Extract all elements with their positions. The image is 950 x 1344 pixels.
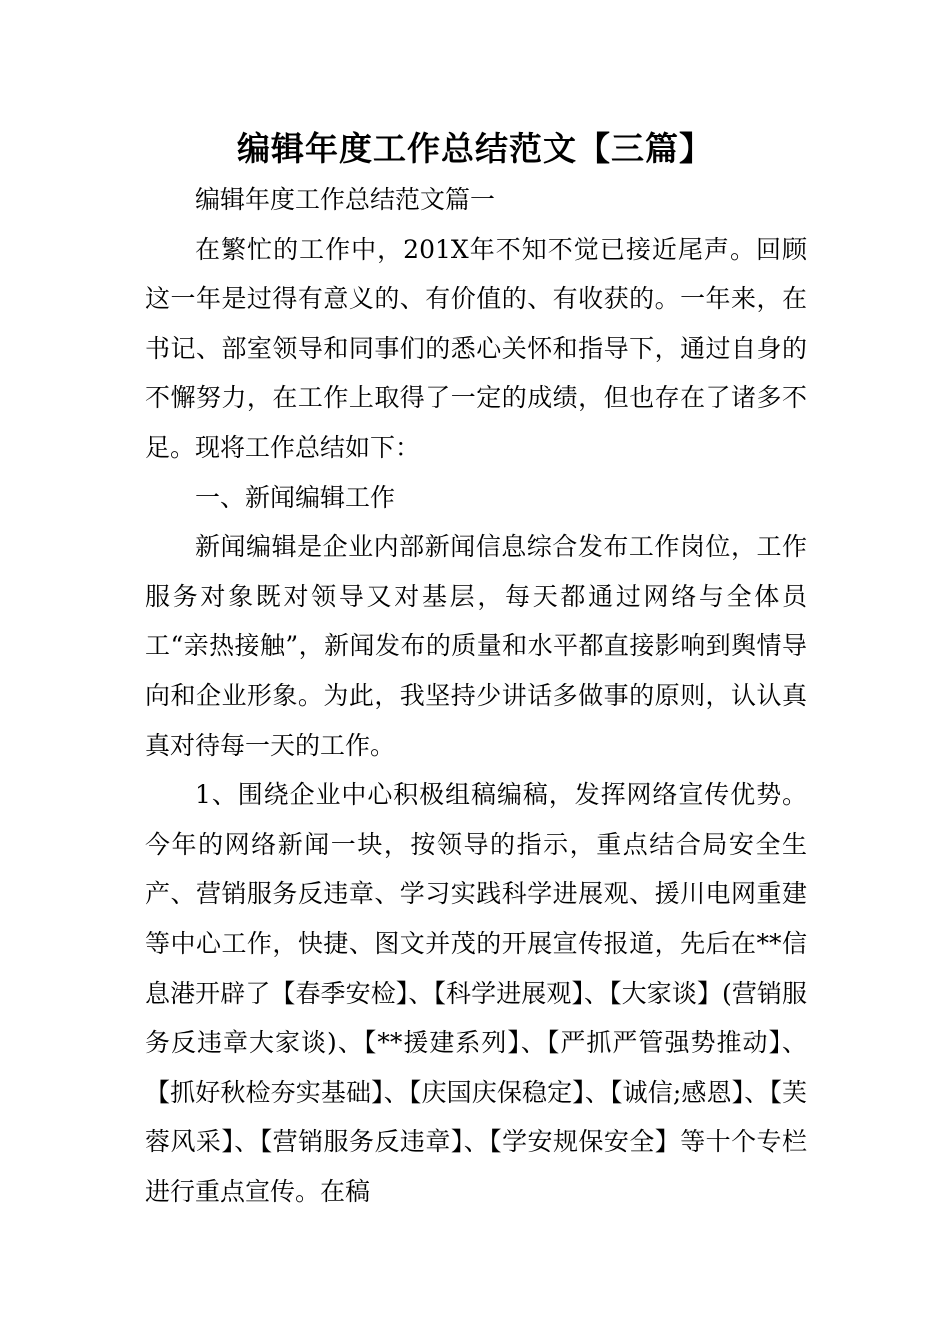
body-paragraph: 1、围绕企业中心积极组稿编稿，发挥网络宣传优势。今年的网络新闻一块，按领导的指示，重点结合局安全生产、营销服务反违章、学习实践科学进展观、援川电网重建等中心工作，快捷、图文并茂的开展宣传报道，先后在**信息港开辟了【春季安检】、【科学进展观】、【大家谈】(营销服务反违章大家谈)、【**援建系列】、【严抓严管强势推动】、【抓好秋检夯实基础】、【庆国庆保稳定】、【诚信;感恩】、【芙蓉风采】、【营销服务反违章】、【学安规保安全】等十个专栏进行重点宣传。在稿 [145, 780, 807, 1206]
body-paragraph: 在繁忙的工作中，201X年不知不觉已接近尾声。回顾这一年是过得有意义的、有价值的、有收获的。一年来，在书记、部室领导和同事们的悉心关怀和指导下，通过自身的不懈努力，在工作上取得了一定的成绩，但也存在了诸多不足。现将工作总结如下： [145, 234, 807, 462]
section-heading: 一、新闻编辑工作 [195, 482, 396, 512]
body-paragraph: 新闻编辑是企业内部新闻信息综合发布工作岗位，工作服务对象既对领导又对基层，每天都通过网络与全体员工“亲热接触”，新闻发布的质量和水平都直接影响到舆情导向和企业形象。为此，我坚持少讲话多做事的原则，认认真真对待每一天的工作。 [145, 532, 807, 760]
section-heading: 编辑年度工作总结范文篇一 [195, 185, 496, 214]
document-body [145, 175, 807, 1216]
document-title: 编辑年度工作总结范文【三篇】 [237, 129, 713, 168]
